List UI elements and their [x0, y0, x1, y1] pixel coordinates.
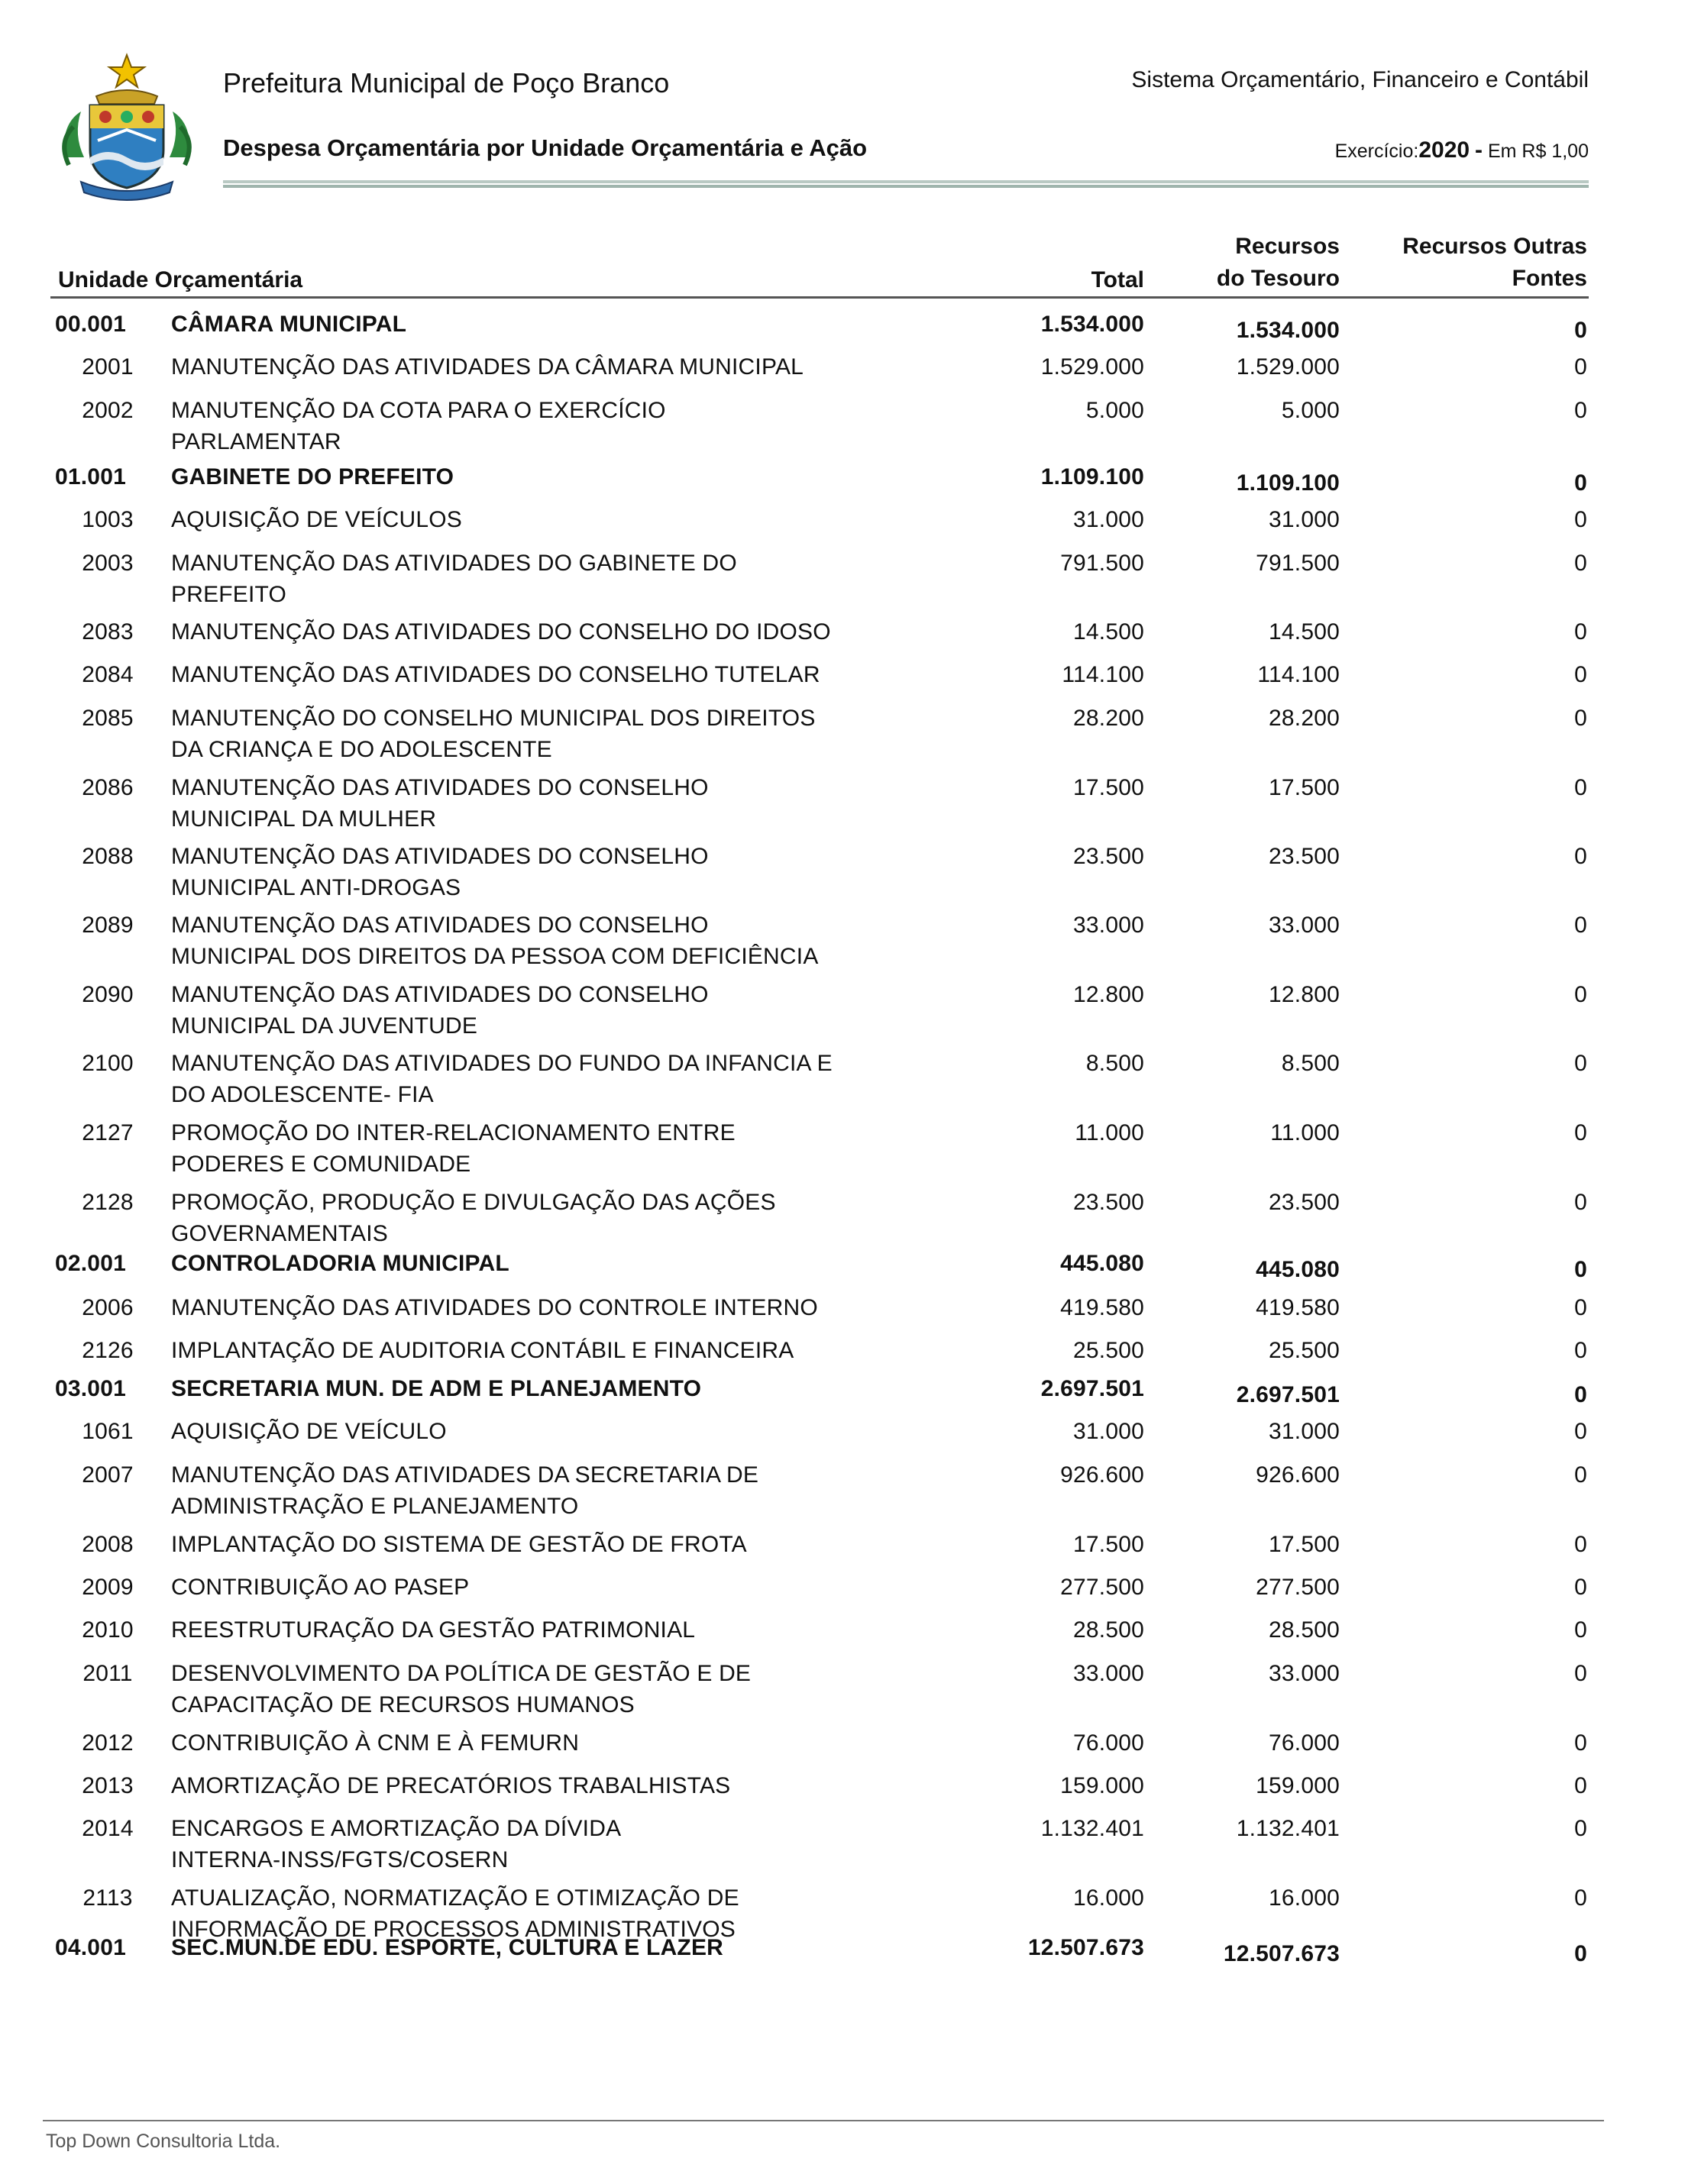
row-total: 14.500: [1073, 619, 1144, 645]
row-recursos-outras-fontes: 0: [1574, 619, 1587, 645]
row-recursos-tesouro: 31.000: [1269, 1419, 1340, 1444]
row-total: 23.500: [1073, 1190, 1144, 1215]
row-code: 2113: [82, 1885, 133, 1911]
row-description-line: MANUTENÇÃO DO CONSELHO MUNICIPAL DOS DIREITOS: [171, 706, 816, 731]
row-recursos-tesouro: 25.500: [1269, 1338, 1340, 1363]
row-total: 159.000: [1060, 1773, 1144, 1798]
row-description-line: REESTRUTURAÇÃO DA GESTÃO PATRIMONIAL: [171, 1617, 696, 1643]
row-code: 2126: [82, 1338, 134, 1363]
row-description: [171, 1292, 897, 1323]
row-code: 2084: [82, 662, 134, 687]
column-header-tesouro-line1: Recursos: [1235, 234, 1340, 259]
row-recursos-tesouro: 76.000: [1269, 1730, 1340, 1756]
row-description-line: MANUTENÇÃO DAS ATIVIDADES DA CÂMARA MUNICIPAL: [171, 354, 804, 380]
exercicio-label: Exercício:: [1334, 141, 1419, 162]
column-header-outras-line1: Recursos Outras: [1402, 234, 1587, 259]
row-description-line: CONTROLADORIA MUNICIPAL: [171, 1251, 509, 1276]
row-recursos-tesouro: 114.100: [1257, 662, 1340, 687]
row-total: 23.500: [1073, 844, 1144, 869]
row-code: 2085: [82, 706, 134, 731]
row-description: [171, 1048, 897, 1110]
row-recursos-outras-fontes: 0: [1574, 844, 1587, 869]
row-description-line: CONTRIBUIÇÃO AO PASEP: [171, 1575, 470, 1600]
row-description-line: ENCARGOS E AMORTIZAÇÃO DA DÍVIDA: [171, 1816, 622, 1841]
row-code: 2086: [82, 775, 134, 800]
row-code: 02.001: [55, 1251, 126, 1276]
row-code: 2090: [82, 982, 134, 1007]
row-description-line: GOVERNAMENTAIS: [171, 1221, 388, 1246]
row-description-line: ADMINISTRAÇÃO E PLANEJAMENTO: [171, 1494, 579, 1519]
row-total: 419.580: [1060, 1295, 1144, 1320]
row-total: 11.000: [1075, 1120, 1144, 1145]
row-recursos-outras-fontes: 0: [1574, 354, 1587, 380]
row-recursos-outras-fontes: 0: [1574, 507, 1587, 532]
row-description-line: IMPLANTAÇÃO DE AUDITORIA CONTÁBIL E FINANCEIRA: [171, 1338, 794, 1363]
row-description: [171, 1529, 897, 1560]
row-code: 2013: [82, 1773, 134, 1798]
row-recursos-tesouro: 23.500: [1269, 844, 1340, 869]
column-header-outras-line2: Fontes: [1512, 266, 1587, 291]
row-recursos-tesouro: 1.529.000: [1236, 354, 1340, 380]
row-recursos-tesouro: 23.500: [1269, 1190, 1340, 1215]
row-recursos-tesouro: 1.534.000: [1236, 318, 1340, 343]
row-description: [171, 395, 897, 457]
row-code: 2010: [82, 1617, 134, 1643]
row-total: 25.500: [1073, 1338, 1144, 1363]
row-total: 17.500: [1073, 1532, 1144, 1557]
row-code: 2006: [82, 1295, 134, 1320]
row-recursos-tesouro: 445.080: [1256, 1257, 1340, 1282]
row-code: 03.001: [55, 1376, 126, 1401]
row-description: [171, 1614, 897, 1646]
row-code: 2127: [82, 1120, 134, 1145]
row-recursos-tesouro: 14.500: [1269, 619, 1340, 645]
row-code: 2100: [82, 1051, 134, 1076]
row-code: 2001: [82, 354, 134, 380]
row-total: 2.697.501: [1040, 1376, 1144, 1401]
row-total: 114.100: [1062, 662, 1144, 687]
row-total: 33.000: [1073, 1661, 1144, 1686]
row-recursos-tesouro: 16.000: [1269, 1885, 1340, 1911]
row-recursos-outras-fontes: 0: [1574, 1051, 1587, 1076]
row-recursos-tesouro: 12.507.673: [1223, 1941, 1340, 1966]
row-description-line: AQUISIÇÃO DE VEÍCULO: [171, 1419, 447, 1444]
row-recursos-tesouro: 12.800: [1269, 982, 1340, 1007]
row-recursos-outras-fontes: 0: [1574, 1941, 1587, 1966]
row-description: [171, 1770, 897, 1801]
row-description-line: MANUTENÇÃO DAS ATIVIDADES DO CONSELHO: [171, 844, 709, 869]
row-description-line: MUNICIPAL DOS DIREITOS DA PESSOA COM DEFICIÊNCIA: [171, 944, 819, 969]
exercicio-dash: -: [1475, 137, 1483, 163]
row-description-line: INTERNA-INSS/FGTS/COSERN: [171, 1847, 509, 1872]
row-description: [171, 1813, 897, 1875]
row-description-line: MANUTENÇÃO DAS ATIVIDADES DO GABINETE DO: [171, 551, 737, 576]
row-recursos-outras-fontes: 0: [1574, 706, 1587, 731]
row-description-line: ATUALIZAÇÃO, NORMATIZAÇÃO E OTIMIZAÇÃO DE: [171, 1885, 739, 1911]
row-description: [171, 504, 897, 535]
header-divider: [223, 180, 1589, 188]
row-description-line: DA CRIANÇA E DO ADOLESCENTE: [171, 737, 552, 762]
row-description-line: PARLAMENTAR: [171, 429, 341, 454]
row-code: 01.001: [55, 464, 126, 489]
row-description-line: CAPACITAÇÃO DE RECURSOS HUMANOS: [171, 1692, 635, 1717]
row-recursos-outras-fontes: 0: [1574, 1295, 1587, 1320]
exercicio-year: 2020: [1418, 137, 1470, 163]
row-recursos-outras-fontes: 0: [1574, 1190, 1587, 1215]
row-recursos-tesouro: 1.109.100: [1236, 470, 1340, 496]
row-recursos-outras-fontes: 0: [1574, 1816, 1587, 1841]
row-code: 2007: [82, 1462, 134, 1488]
row-description: [171, 1727, 897, 1759]
row-recursos-tesouro: 2.697.501: [1236, 1382, 1340, 1407]
column-header-outras: [1402, 231, 1587, 295]
row-total: 31.000: [1073, 1419, 1144, 1444]
row-description: [171, 351, 897, 383]
row-recursos-outras-fontes: 0: [1574, 913, 1587, 938]
report-title: Despesa Orçamentária por Unidade Orçamentária e Ação: [223, 134, 868, 161]
row-description: [171, 548, 897, 610]
row-recursos-tesouro: 33.000: [1269, 913, 1340, 938]
row-total: 791.500: [1060, 551, 1144, 576]
row-total: 1.534.000: [1040, 312, 1144, 337]
row-description: [171, 772, 897, 835]
row-recursos-outras-fontes: 0: [1574, 470, 1587, 496]
row-total: 445.080: [1060, 1251, 1144, 1276]
row-total: 1.109.100: [1040, 464, 1144, 489]
row-description-line: MUNICIPAL DA MULHER: [171, 806, 437, 832]
row-description-line: MANUTENÇÃO DAS ATIVIDADES DO FUNDO DA INFANCIA E: [171, 1051, 833, 1076]
row-recursos-tesouro: 1.132.401: [1236, 1816, 1340, 1841]
system-name: Sistema Orçamentário, Financeiro e Contábil: [1131, 67, 1589, 92]
row-code: 2083: [82, 619, 134, 645]
row-recursos-outras-fontes: 0: [1574, 1462, 1587, 1488]
row-recursos-outras-fontes: 0: [1574, 662, 1587, 687]
row-total: 1.529.000: [1040, 354, 1144, 380]
row-description: [171, 841, 897, 903]
row-recursos-outras-fontes: 0: [1574, 551, 1587, 576]
row-description-line: AMORTIZAÇÃO DE PRECATÓRIOS TRABALHISTAS: [171, 1773, 731, 1798]
row-total: 28.500: [1073, 1617, 1144, 1643]
row-description-line: MUNICIPAL ANTI-DROGAS: [171, 875, 461, 900]
row-description-line: MANUTENÇÃO DAS ATIVIDADES DO CONSELHO DO IDOSO: [171, 619, 831, 645]
row-total: 76.000: [1073, 1730, 1144, 1756]
row-description-line: MANUTENÇÃO DAS ATIVIDADES DO CONTROLE INTERNO: [171, 1295, 818, 1320]
row-recursos-tesouro: 17.500: [1269, 775, 1340, 800]
row-description-line: CÂMARA MUNICIPAL: [171, 312, 407, 337]
row-recursos-outras-fontes: 0: [1574, 1661, 1587, 1686]
row-recursos-tesouro: 277.500: [1256, 1575, 1340, 1600]
row-total: 33.000: [1073, 913, 1144, 938]
municipality-title: Prefeitura Municipal de Poço Branco: [223, 67, 670, 99]
row-total: 17.500: [1073, 775, 1144, 800]
row-total: 1.132.401: [1040, 1816, 1144, 1841]
row-recursos-outras-fontes: 0: [1574, 1730, 1587, 1756]
row-description-line: PROMOÇÃO, PRODUÇÃO E DIVULGAÇÃO DAS AÇÕES: [171, 1190, 776, 1215]
row-recursos-tesouro: 28.500: [1269, 1617, 1340, 1643]
row-code: 1003: [82, 507, 134, 532]
row-recursos-tesouro: 28.200: [1269, 706, 1340, 731]
row-recursos-outras-fontes: 0: [1574, 1120, 1587, 1145]
row-description: [171, 1117, 897, 1180]
row-total: 926.600: [1060, 1462, 1144, 1488]
row-recursos-tesouro: 791.500: [1256, 551, 1340, 576]
row-code: 04.001: [55, 1935, 126, 1960]
row-code: 2089: [82, 913, 134, 938]
row-code: 2011: [82, 1661, 133, 1686]
row-description-line: DO ADOLESCENTE- FIA: [171, 1082, 434, 1107]
row-recursos-tesouro: 31.000: [1269, 507, 1340, 532]
row-description: [171, 1459, 897, 1522]
row-total: 8.500: [1085, 1051, 1144, 1076]
row-recursos-outras-fontes: 0: [1574, 398, 1587, 423]
row-recursos-outras-fontes: 0: [1574, 1885, 1587, 1911]
row-description-line: MANUTENÇÃO DAS ATIVIDADES DO CONSELHO: [171, 775, 709, 800]
row-description: [171, 1572, 897, 1603]
row-recursos-outras-fontes: 0: [1574, 318, 1587, 343]
row-total: 277.500: [1060, 1575, 1144, 1600]
row-total: 12.507.673: [1027, 1935, 1144, 1960]
row-total: 28.200: [1073, 706, 1144, 731]
row-description: [171, 616, 897, 648]
row-description: [171, 909, 897, 972]
row-description-line: MANUTENÇÃO DA COTA PARA O EXERCÍCIO: [171, 398, 666, 423]
row-description-line: SECRETARIA MUN. DE ADM E PLANEJAMENTO: [171, 1376, 702, 1401]
row-description: [171, 461, 897, 493]
column-header-tesouro-line2: do Tesouro: [1216, 266, 1340, 291]
row-description-line: MUNICIPAL DA JUVENTUDE: [171, 1013, 478, 1039]
row-recursos-tesouro: 11.000: [1270, 1120, 1340, 1145]
row-total: 16.000: [1073, 1885, 1144, 1911]
row-recursos-outras-fontes: 0: [1574, 1575, 1587, 1600]
row-total: 31.000: [1073, 507, 1144, 532]
row-description-line: GABINETE DO PREFEITO: [171, 464, 454, 489]
municipal-coat-of-arms-icon: [50, 50, 203, 203]
column-header-tesouro: [1217, 231, 1340, 295]
row-description-line: IMPLANTAÇÃO DO SISTEMA DE GESTÃO DE FROTA: [171, 1532, 747, 1557]
row-description: [171, 1658, 897, 1720]
row-code: 2014: [82, 1816, 134, 1841]
row-recursos-outras-fontes: 0: [1574, 1338, 1587, 1363]
row-description-line: MANUTENÇÃO DAS ATIVIDADES DO CONSELHO: [171, 982, 709, 1007]
row-description: [171, 1416, 897, 1447]
row-recursos-outras-fontes: 0: [1574, 1419, 1587, 1444]
row-description-line: MANUTENÇÃO DAS ATIVIDADES DO CONSELHO TUTELAR: [171, 662, 820, 687]
row-recursos-outras-fontes: 0: [1574, 982, 1587, 1007]
row-code: 2009: [82, 1575, 134, 1600]
row-description-line: MANUTENÇÃO DAS ATIVIDADES DO CONSELHO: [171, 913, 709, 938]
row-recursos-tesouro: 17.500: [1269, 1532, 1340, 1557]
row-description: [171, 1248, 897, 1279]
row-recursos-outras-fontes: 0: [1574, 1773, 1587, 1798]
row-total: 5.000: [1085, 398, 1144, 423]
fiscal-year-info: [1335, 137, 1589, 163]
row-recursos-tesouro: 8.500: [1281, 1051, 1340, 1076]
currency-unit: Em R$ 1,00: [1487, 141, 1589, 162]
row-recursos-outras-fontes: 0: [1574, 1532, 1587, 1557]
row-description-line: DESENVOLVIMENTO DA POLÍTICA DE GESTÃO E DE: [171, 1661, 752, 1686]
row-code: 2128: [82, 1190, 134, 1215]
row-description-line: SEC.MUN.DE EDU. ESPORTE, CULTURA E LAZER: [171, 1935, 724, 1960]
row-code: 1061: [82, 1419, 134, 1444]
footer-company: Top Down Consultoria Ltda.: [46, 2131, 281, 2152]
row-code: 2003: [82, 551, 134, 576]
row-description: [171, 1373, 897, 1404]
column-header-divider: [50, 296, 1589, 299]
row-description: [171, 1932, 897, 1963]
row-recursos-tesouro: 159.000: [1256, 1773, 1340, 1798]
row-description: [171, 309, 897, 340]
row-recursos-outras-fontes: 0: [1574, 775, 1587, 800]
row-description-line: INFORMAÇÃO DE PROCESSOS ADMINISTRATIVOS: [171, 1917, 736, 1942]
column-header-total: Total: [1091, 267, 1144, 292]
row-description-line: PREFEITO: [171, 582, 287, 607]
footer-divider: [43, 2120, 1604, 2121]
row-description-line: PROMOÇÃO DO INTER-RELACIONAMENTO ENTRE: [171, 1120, 736, 1145]
row-recursos-tesouro: 33.000: [1269, 1661, 1340, 1686]
row-description: [171, 659, 897, 690]
row-description: [171, 703, 897, 765]
row-recursos-tesouro: 419.580: [1256, 1295, 1340, 1320]
row-total: 12.800: [1073, 982, 1144, 1007]
row-description: [171, 1335, 897, 1366]
row-recursos-outras-fontes: 0: [1574, 1382, 1587, 1407]
row-description-line: MANUTENÇÃO DAS ATIVIDADES DA SECRETARIA DE: [171, 1462, 759, 1488]
row-recursos-tesouro: 5.000: [1281, 398, 1340, 423]
row-description: [171, 979, 897, 1042]
row-code: 2088: [82, 844, 134, 869]
row-recursos-outras-fontes: 0: [1574, 1617, 1587, 1643]
row-code: 00.001: [55, 312, 126, 337]
row-description: [171, 1187, 897, 1249]
row-recursos-tesouro: 926.600: [1256, 1462, 1340, 1488]
row-code: 2002: [82, 398, 134, 423]
column-header-unidade: Unidade Orçamentária: [58, 267, 303, 292]
row-code: 2008: [82, 1532, 134, 1557]
row-code: 2012: [82, 1730, 134, 1756]
row-description-line: CONTRIBUIÇÃO À CNM E À FEMURN: [171, 1730, 580, 1756]
row-description-line: AQUISIÇÃO DE VEÍCULOS: [171, 507, 462, 532]
row-description-line: PODERES E COMUNIDADE: [171, 1152, 471, 1177]
row-recursos-outras-fontes: 0: [1574, 1257, 1587, 1282]
